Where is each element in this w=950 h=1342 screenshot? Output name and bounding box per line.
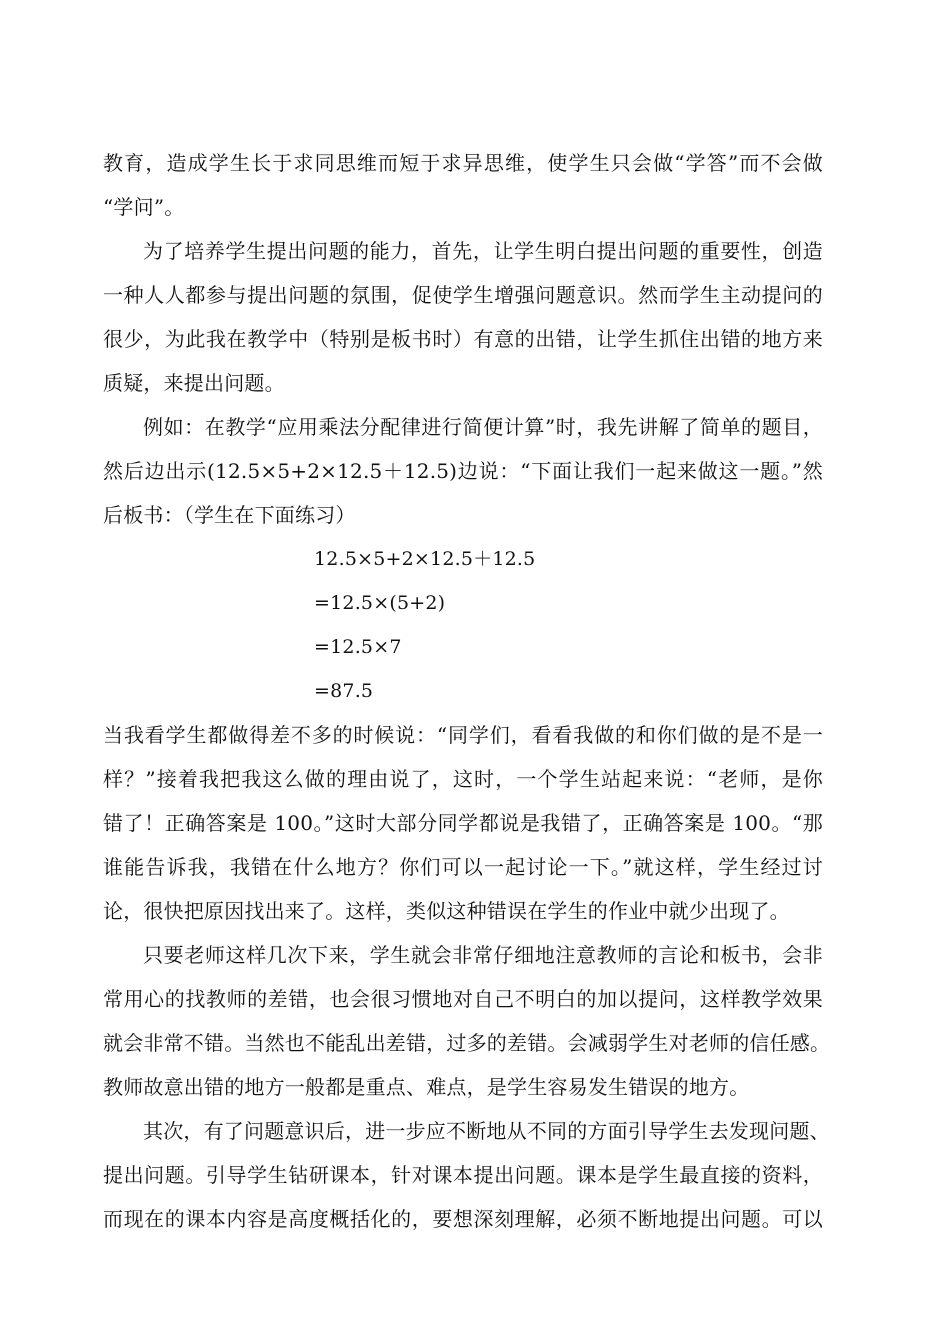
text-line: 论，很快把原因找出来了。这样，类似这种错误在学生的作业中就少出现了。 (103, 899, 790, 923)
text-line: 一种人人都参与提出问题的氛围，促使学生增强问题意识。然而学生主动提问的 (103, 283, 823, 307)
text-line: 例如：在教学“应用乘法分配律进行简便计算”时，我先讲解了简单的题目， (143, 415, 823, 439)
text-line: 当我看学生都做得差不多的时候说：“同学们，看看我做的和你们做的是不是一 (103, 723, 823, 747)
text-line: 很少，为此我在教学中（特别是板书时）有意的出错，让学生抓住出错的地方来 (103, 327, 823, 351)
text-line: 样？”接着我把我这么做的理由说了，这时，一个学生站起来说：“老师，是你 (103, 767, 823, 791)
text-line: 教育，造成学生长于求同思维而短于求异思维，使学生只会做“学答”而不会做 (103, 151, 823, 175)
paragraph (103, 713, 823, 933)
text-line: 只要老师这样几次下来，学生就会非常仔细地注意教师的言论和板书，会非 (143, 943, 823, 967)
paragraph (103, 141, 823, 229)
paragraph (103, 405, 823, 537)
text-line: 谁能告诉我，我错在什么地方？你们可以一起讨论一下。”就这样，学生经过讨 (103, 855, 823, 879)
text-line: 质疑，来提出问题。 (103, 371, 285, 395)
calculation-line: =12.5×(5+2) (314, 592, 446, 614)
text-line: 错了！正确答案是 100。”这时大部分同学都说是我错了，正确答案是 100。“那 (103, 811, 823, 835)
calculation-line: =12.5×7 (314, 636, 402, 658)
text-line: 常用心的找教师的差错，也会很习惯地对自己不明白的加以提问，这样教学效果 (103, 987, 823, 1011)
text-line: 后板书：（学生在下面练习） (103, 503, 356, 527)
paragraph (103, 229, 823, 405)
text-line: “学问”。 (103, 195, 185, 219)
text-line: 而现在的课本内容是高度概括化的，要想深刻理解，必须不断地提出问题。可以 (103, 1207, 823, 1231)
text-line: 其次，有了问题意识后，进一步应不断地从不同的方面引导学生去发现问题、 (143, 1119, 830, 1143)
paragraph (103, 933, 831, 1109)
calculation-line: 12.5×5+2×12.5＋12.5 (314, 548, 536, 570)
text-line: 提出问题。引导学生钻研课本，针对课本提出问题。课本是学生最直接的资料， (103, 1163, 823, 1187)
text-line: 然后边出示(12.5×5+2×12.5＋12.5)边说：“下面让我们一起来做这一题。”然 (103, 459, 823, 483)
text-line: 就会非常不错。当然也不能乱出差错，过多的差错。会减弱学生对老师的信任感。 (103, 1031, 831, 1055)
calculation-block (103, 537, 823, 713)
text-line: 为了培养学生提出问题的能力，首先，让学生明白提出问题的重要性，创造 (143, 239, 823, 263)
text-line: 教师故意出错的地方一般都是重点、难点，是学生容易发生错误的地方。 (103, 1075, 750, 1099)
paragraph (103, 1109, 830, 1241)
calculation-line: =87.5 (314, 680, 374, 702)
document-body (103, 141, 831, 1241)
